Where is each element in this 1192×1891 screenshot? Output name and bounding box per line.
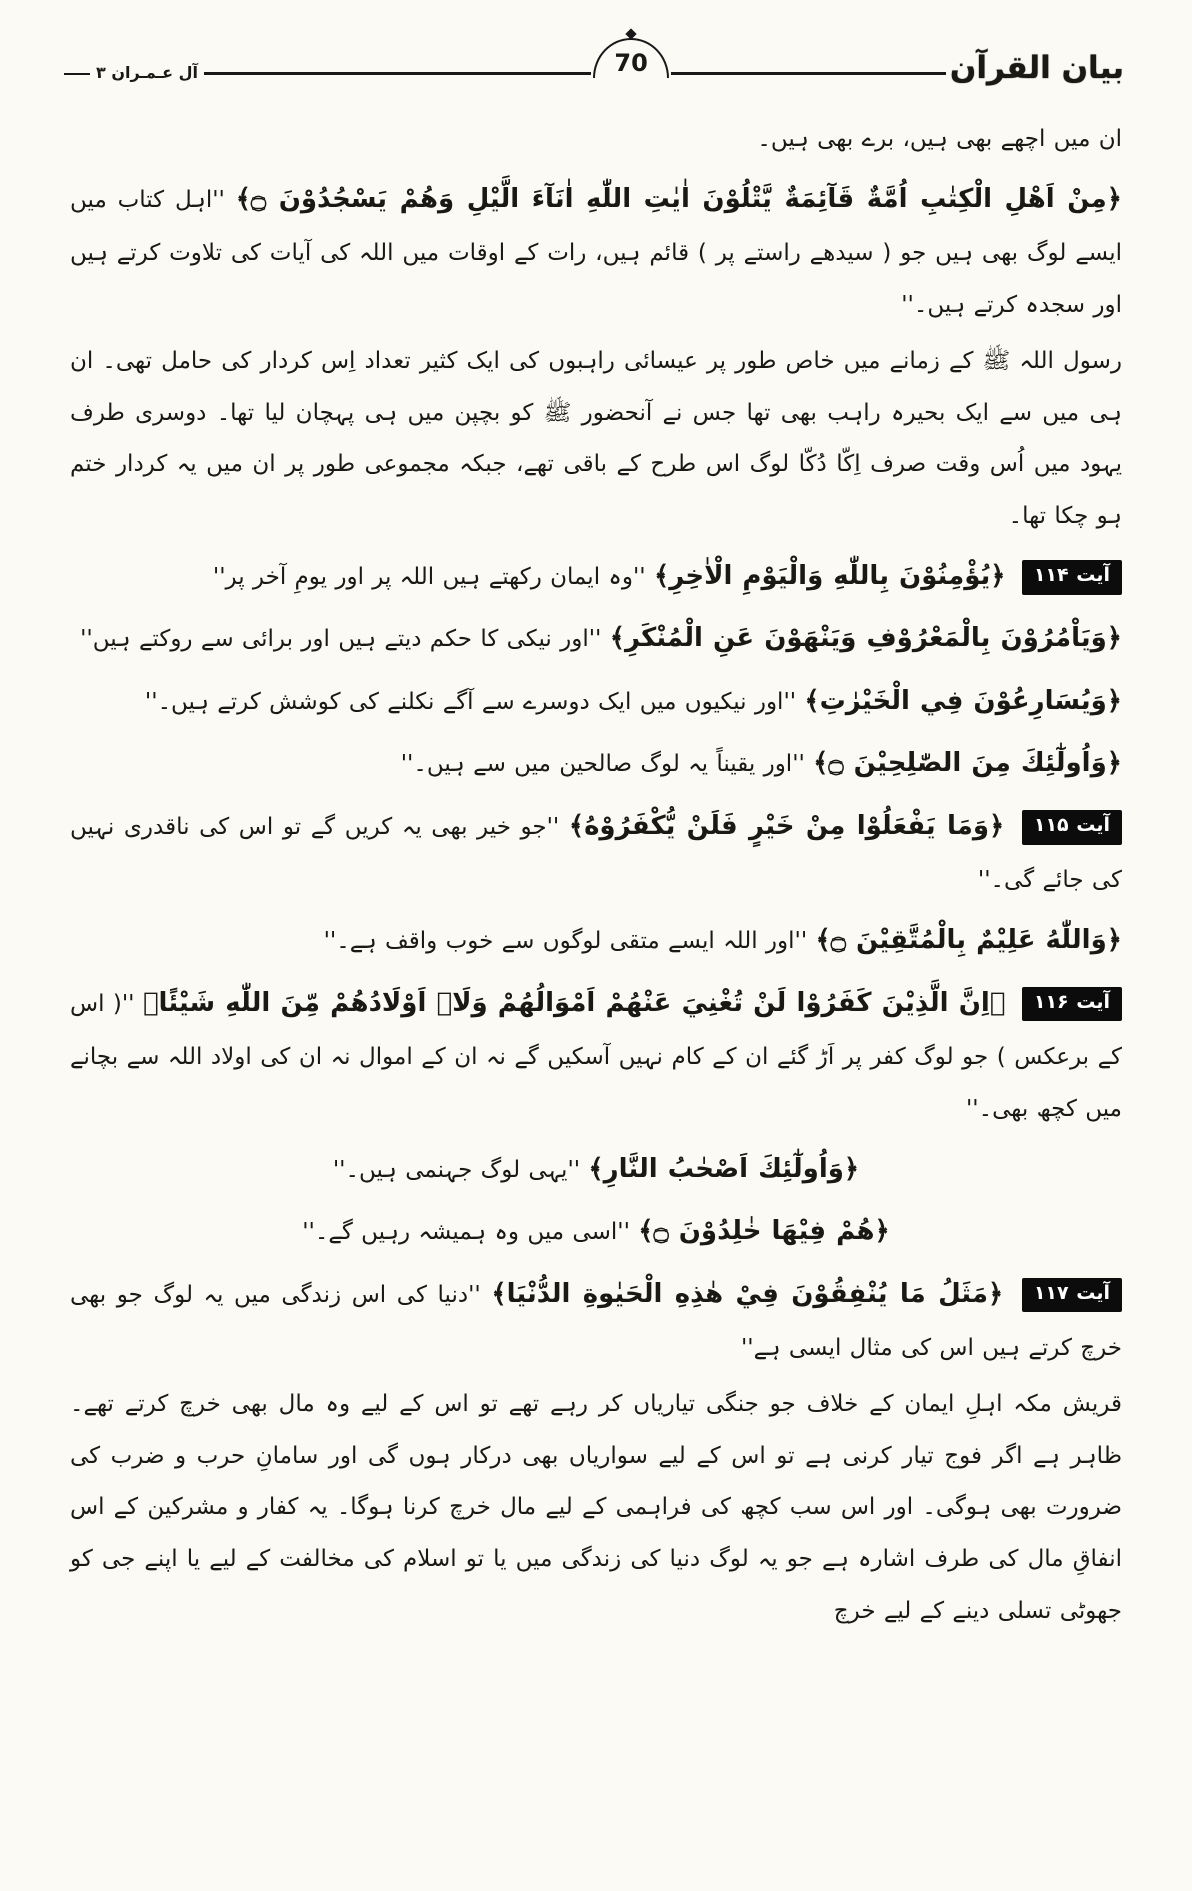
urdu-translation-text: ''( اس کے برعکس ) جو لوگ کفر پر اَڑ گئے ان کے کام نہیں آسکیں گے نہ ان کے اموال نہ ان کی اولاد اللہ سے بچانے میں کچھ بھی۔'' (70, 990, 1122, 1122)
arabic-verse-text: ﴿يُؤْمِنُوْنَ بِاللّٰهِ وَالْيَوْمِ الْاٰخِرِ﴾ (653, 560, 1006, 591)
verse-paragraph (70, 170, 1122, 332)
urdu-commentary-text: رسول اللہ ﷺ کے زمانے میں خاص طور پر عیسائی راہبوں کی ایک کثیر تعداد اِس کردار کی حامل تھی۔ ان ہی میں سے ایک بحیرہ راہب بھی تھا جس نے آنحضور ﷺ کو بچپن میں ہی پہچان لیا تھا۔ دوسری طرف یہود میں اُس وقت صرف اِکّا دُکّا لوگ اس طرح کے باقی تھے، جبکہ مجموعی طور پر ان میں یہ کردار ختم ہو چکا تھا۔ (70, 347, 1122, 529)
surah-reference: آل عـمـران ۳ (96, 63, 198, 82)
header-rule-right (671, 72, 946, 75)
page-number-ornament (593, 38, 669, 78)
ayah-number-marker: آیت ۱۱۴ (1022, 560, 1122, 595)
urdu-translation-text: ''اسی میں وہ ہمیشہ رہیں گے۔'' (302, 1219, 630, 1245)
ayah-number-marker: آیت ۱۱۶ (1022, 987, 1122, 1022)
urdu-translation-text: ''یہی لوگ جہنمی ہیں۔'' (332, 1156, 581, 1183)
urdu-translation-text: ''اور یقیناً یہ لوگ صالحین میں سے ہیں۔'' (400, 751, 805, 778)
header-rule-left (204, 72, 591, 75)
page-header (64, 38, 1128, 88)
verse-paragraph (70, 1202, 1122, 1261)
verse-paragraph (70, 911, 1122, 970)
verse-paragraph (70, 609, 1122, 668)
arabic-verse-text: ﴿وَيُسَارِعُوْنَ فِي الْخَيْرٰتِ﴾ (804, 685, 1122, 716)
header-rule-edge (64, 73, 90, 75)
arabic-verse-text: ﴿وَيَاْمُرُوْنَ بِالْمَعْرُوْفِ وَيَنْهَوْنَ عَنِ الْمُنْكَرِ﴾ (609, 623, 1122, 654)
urdu-paragraph (70, 1379, 1122, 1638)
verse-paragraph (70, 1265, 1122, 1375)
urdu-translation-text: ''اور نیکیوں میں ایک دوسرے سے آگے نکلنے کی کوشش کرتے ہیں۔'' (144, 688, 797, 715)
urdu-translation-text: ''وہ ایمان رکھتے ہیں اللہ پر اور یومِ آخر پر'' (212, 563, 646, 590)
urdu-translation-text: ''اور اللہ ایسے متقی لوگوں سے خوب واقف ہے۔'' (323, 928, 808, 954)
arabic-verse-text: ﴿اِنَّ الَّذِيْنَ كَفَرُوْا لَنْ تُغْنِيَ عَنْهُمْ اَمْوَالُهُمْ وَلَاۤ اَوْلَادُهُمْ مِّنَ اللّٰهِ شَيْئًا﴾ (142, 987, 1006, 1018)
page-number: 70 (614, 49, 648, 78)
urdu-paragraph (70, 336, 1122, 543)
verse-paragraph (70, 547, 1122, 606)
arabic-verse-text: ﴿مِنْ اَهْلِ الْكِتٰبِ اُمَّةٌ قَآئِمَةٌ يَّتْلُوْنَ اٰيٰتِ اللّٰهِ اٰنَآءَ الَّيْلِ وَهُمْ يَسْجُدُوْنَ ۝﴾ (235, 183, 1122, 214)
content (64, 114, 1128, 1638)
ayah-number-marker: آیت ۱۱۵ (1022, 810, 1122, 845)
arabic-verse-text: ﴿وَاُولٰٓئِكَ اَصْحٰبُ النَّارِ﴾ (588, 1153, 860, 1184)
ayah-number-marker: آیت ۱۱۷ (1022, 1278, 1122, 1313)
header-row (64, 38, 1128, 88)
verse-paragraph (70, 974, 1122, 1136)
urdu-commentary-text: قریش مکہ اہلِ ایمان کے خلاف جو جنگی تیاریاں کر رہے تھے تو اس کے لیے وہ مال بھی خرچ کرتے تھے۔ ظاہر ہے اگر فوج تیار کرنی ہے تو اس کے لیے سواریاں بھی درکار ہوں گی اور سامانِ حرب و ضرب کی ضرورت بھی ہوگی۔ اور اس سب کچھ کی فراہمی کے لیے مال خرچ کرنا ہوگا۔ یہ کفار و مشرکین کے اس انفاقِ مال کی طرف اشارہ ہے جو یہ لوگ دنیا کی زندگی میں یا تو اسلام کی مخالفت کے لیے یا اپنے جی کو جھوٹی تسلی دینے کے لیے خرچ (70, 1390, 1122, 1624)
book-title: بیان القرآن (949, 50, 1124, 86)
arabic-verse-text: ﴿هُمْ فِيْهَا خٰلِدُوْنَ ۝﴾ (638, 1216, 890, 1246)
urdu-translation-text: ''جو خیر بھی یہ کریں گے تو اس کی ناقدری نہیں کی جائے گی۔'' (70, 813, 1122, 894)
verse-paragraph (70, 734, 1122, 793)
urdu-commentary-text: ان میں اچھے بھی ہیں، برے بھی ہیں۔ (757, 126, 1122, 152)
urdu-translation-text: ''اور نیکی کا حکم دیتے ہیں اور برائی سے روکتے ہیں'' (80, 626, 602, 653)
urdu-translation-text: ''اہل کتاب میں ایسے لوگ بھی ہیں جو ( سیدھے راستے پر ) قائم ہیں، رات کے اوقات میں اللہ کی آیات کی تلاوت کرتے ہیں اور سجدہ کرتے ہیں۔'' (70, 186, 1122, 318)
urdu-translation-text: ''دنیا کی اس زندگی میں یہ لوگ جو بھی خرچ کرتے ہیں اس کی مثال ایسی ہے'' (70, 1281, 1122, 1361)
verse-paragraph (70, 1140, 1122, 1199)
arabic-verse-text: ﴿مَثَلُ مَا يُنْفِقُوْنَ فِيْ هٰذِهِ الْحَيٰوةِ الدُّنْيَا﴾ (491, 1278, 1004, 1309)
arabic-verse-text: ﴿وَاللّٰهُ عَلِيْمٌ بِالْمُتَّقِيْنَ ۝﴾ (815, 925, 1122, 955)
verse-paragraph (70, 672, 1122, 731)
urdu-paragraph (70, 114, 1122, 166)
arabic-verse-text: ﴿وَاُولٰٓئِكَ مِنَ الصّٰلِحِيْنَ ۝﴾ (813, 748, 1122, 779)
arabic-verse-text: ﴿وَمَا يَفْعَلُوْا مِنْ خَيْرٍ فَلَنْ يُّكْفَرُوْهُ﴾ (568, 810, 1005, 841)
verse-paragraph (70, 797, 1122, 907)
